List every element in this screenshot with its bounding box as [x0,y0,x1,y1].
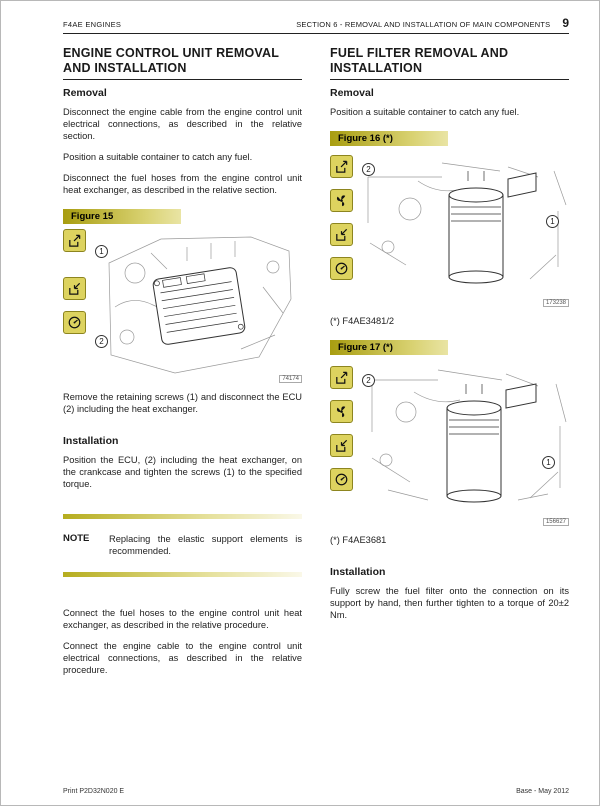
dial-symbol-icon [63,311,86,334]
fan-icon [334,404,349,419]
callout-1: 1 [542,456,555,469]
figure-15-caption: Remove the retaining screws (1) and disconnect the ECU (2) including the heat exchanger. [63,391,302,415]
figure-15-label: Figure 15 [71,210,114,222]
paragraph: Position a suitable container to catch any fuel. [330,106,520,117]
box-arrow-out-icon [334,370,349,385]
paragraph: Connect the fuel hoses to the engine control unit heat exchanger, as described in the relative procedure. [63,607,302,630]
removal-symbol-icon [63,229,86,252]
refit-symbol-icon [63,277,86,300]
paragraph: Disconnect the fuel hoses from the engine control unit heat exchanger, as described in the relative section. [63,172,302,195]
note-text: Replacing the elastic support elements is recommended. [109,534,302,557]
note-block [63,533,302,557]
figure-16-banner [330,131,448,146]
header-doc-title: F4AE ENGINES [63,20,122,29]
fan-symbol-icon [330,400,353,423]
figure-17-code: 156627 [543,518,569,526]
header-section-title: SECTION 6 - REMOVAL AND INSTALLATION OF MAIN COMPONENTS [296,20,551,29]
footer-print-code: Print P2D32N020 E [63,788,125,795]
removal-symbol-icon [330,366,353,389]
page-number: 9 [562,16,569,30]
box-arrow-in-icon [334,438,349,453]
page-footer [63,788,569,795]
refit-symbol-icon [330,434,353,457]
figure-15 [63,229,302,385]
paragraph: Connect the engine cable to the engine control unit electrical connections, as described in the relative procedure. [63,640,302,675]
right-column [330,46,569,685]
figure-15-code: 74174 [279,375,302,383]
refit-symbol-icon [330,223,353,246]
dial-icon [334,261,349,276]
callout-1: 1 [95,245,108,258]
callout-2: 2 [95,335,108,348]
dial-symbol-icon [330,468,353,491]
separator-bar [63,572,302,577]
figure-17-caption: (*) F4AE3681 [330,534,387,545]
paragraph: Position a suitable container to catch any fuel. [63,151,253,162]
installation-heading: Installation [330,565,386,578]
fuel-filter-diagram-f4ae3481 [358,151,570,301]
dial-icon [67,315,82,330]
removal-symbol-icon [330,155,353,178]
figure-16 [330,151,569,309]
dial-icon [334,472,349,487]
dial-symbol-icon [330,257,353,280]
installation-paragraph: Fully screw the fuel filter onto the connection on its support by hand, then further tighten to a torque of 20±2 Nm. [330,585,569,620]
separator-bar [63,514,302,519]
figure-17-banner [330,340,448,355]
figure-17-label: Figure 17 (*) [338,341,393,353]
installation-heading: Installation [63,435,119,448]
figure-16-code: 173238 [543,299,569,307]
fan-symbol-icon [330,189,353,212]
figure-17 [330,360,569,528]
page-header [63,15,569,34]
left-column-title: ENGINE CONTROL UNIT REMOVAL AND INSTALLATION [63,46,302,80]
spacer [63,591,302,607]
header-right [296,15,569,29]
figure-15-banner [63,209,181,224]
left-column [63,46,302,685]
removal-heading: Removal [63,86,107,99]
removal-heading: Removal [330,86,374,99]
callout-2: 2 [362,163,375,176]
fuel-filter-diagram-f4ae3681 [358,360,570,520]
ecu-diagram [91,229,299,379]
figure-16-label: Figure 16 (*) [338,132,393,144]
installation-paragraph: Position the ECU, (2) including the heat exchanger, on the crankcase and tighten the screws (1) to the specified torque. [63,455,302,490]
content-columns [63,46,569,685]
fan-icon [334,193,349,208]
note-label: NOTE [63,533,90,545]
box-arrow-in-icon [67,281,82,296]
right-column-title: FUEL FILTER REMOVAL AND INSTALLATION [330,46,569,80]
footer-edition: Base - May 2012 [516,788,569,795]
figure-16-caption: (*) F4AE3481/2 [330,315,395,326]
paragraph: Disconnect the engine cable from the engine control unit electrical connections, as described in the relative section. [63,106,302,141]
box-arrow-in-icon [334,227,349,242]
box-arrow-out-icon [67,233,82,248]
callout-2: 2 [362,374,375,387]
callout-1: 1 [546,215,559,228]
box-arrow-out-icon [334,159,349,174]
